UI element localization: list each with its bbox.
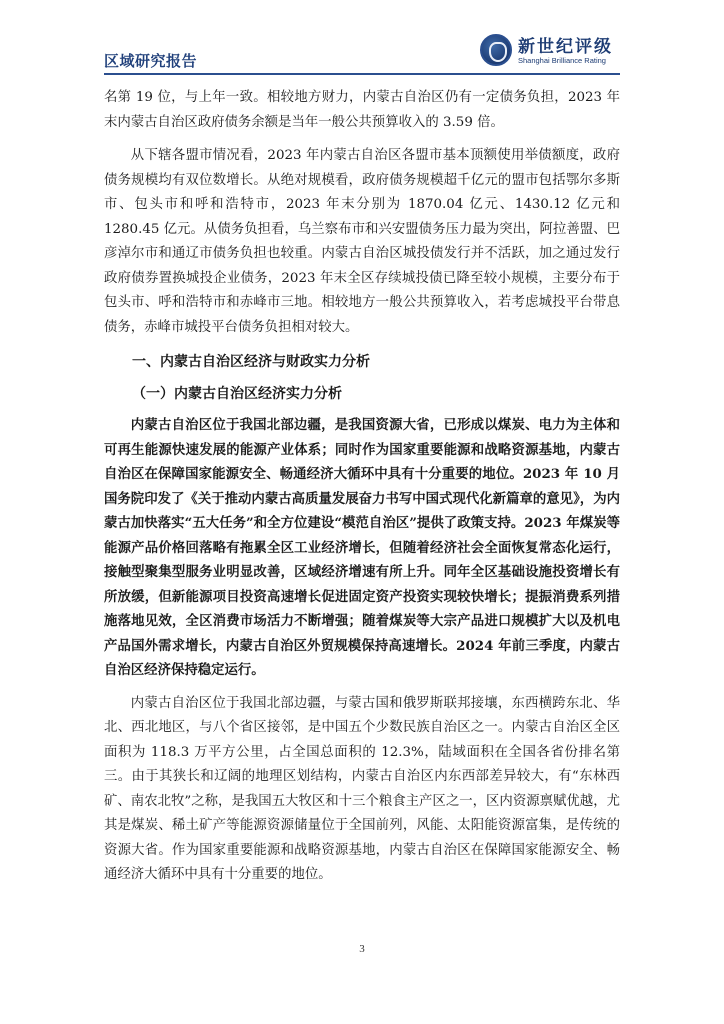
- report-category-title: 区域研究报告: [104, 52, 198, 70]
- logo-chinese-name: 新世纪评级: [518, 37, 613, 57]
- header-divider: [104, 73, 620, 75]
- section-heading: 一、内蒙古自治区经济与财政实力分析: [132, 354, 370, 370]
- subsection-heading: （一）内蒙古自治区经济实力分析: [132, 386, 342, 402]
- paragraph-prefecture-debt: 从下辖各盟市情况看，2023 年内蒙古自治区各盟市基本顶额使用举债额度，政府债务规模均有双位数增长。从绝对规模看，政府债务规模超千亿元的盟市包括鄂尔多斯市、包头市和呼和浩特市，2023 年末分别为 1870.04 亿元、1430.12 亿元和 1280.45 亿元。从债务负担看，乌兰察布市和兴安盟债务压力最为突出，阿拉善盟、巴彦淖尔市和通辽市债务负担也较重。内蒙古自治区城投债发行并不活跃，加之通过发行政府债券置换城投企业债务，2023 年末全区存续城投债已降至较小规模，主要分布于包头市、呼和浩特市和赤峰市三地。相较地方一般公共预算收入，若考虑城投平台带息债务，赤峰市城投平台债务负担相对较大。: [104, 148, 620, 335]
- logo-emblem-icon: [480, 34, 512, 66]
- company-logo: [480, 32, 620, 72]
- document-body: [104, 86, 620, 888]
- page-number: 3: [359, 943, 365, 955]
- paragraph-geography: 内蒙古自治区位于我国北部边疆，与蒙古国和俄罗斯联邦接壤，东西横跨东北、华北、西北地区，与八个省区接邻，是中国五个少数民族自治区之一。内蒙古自治区全区面积为 118.3 万平方公里，占全国总面积的 12.3%，陆域面积在全国各省份排名第三。由于其狭长和辽阔的地理区划结构，内蒙古自治区内东西部差异较大，有“东林西矿、南农北牧”之称，是我国五大牧区和十三个粮食主产区之一，区内资源禀赋优越，尤其是煤炭、稀土矿产等能源资源储量位于全国前列，风能、太阳能资源富集，是传统的资源大省。作为国家重要能源和战略资源基地，内蒙古自治区在保障国家能源安全、畅通经济大循环中具有十分重要的地位。: [104, 695, 620, 882]
- page-header: [104, 28, 620, 72]
- paragraph-continuation: 名第 19 位，与上年一致。相较地方财力，内蒙古自治区仍有一定债务负担，2023 年末内蒙古自治区政府债务余额是当年一般公共预算收入的 3.59 倍。: [104, 90, 620, 130]
- logo-english-name: Shanghai Brilliance Rating: [518, 56, 606, 65]
- paragraph-summary-bold: 内蒙古自治区位于我国北部边疆，是我国资源大省，已形成以煤炭、电力为主体和可再生能源快速发展的能源产业体系；同时作为国家重要能源和战略资源基地，内蒙古自治区在保障国家能源安全、畅通经济大循环中具有十分重要的地位。2023 年 10 月国务院印发了《关于推动内蒙古高质量发展奋力书写中国式现代化新篇章的意见》，为内蒙古加快落实“五大任务”和全方位建设“模范自治区”提供了政策支持。2023 年煤炭等能源产品价格回落略有拖累全区工业经济增长，但随着经济社会全面恢复常态化运行，接触型聚集型服务业明显改善，区域经济增速有所上升。同年全区基础设施投资增长有所放缓，但新能源项目投资高速增长促进固定资产投资实现较快增长；提振消费系列措施落地见效，全区消费市场活力不断增强；随着煤炭等大宗产品进口规模扩大以及机电产品国外需求增长，内蒙古自治区外贸规模保持高速增长。2024 年前三季度，内蒙古自治区经济保持稳定运行。: [104, 417, 620, 678]
